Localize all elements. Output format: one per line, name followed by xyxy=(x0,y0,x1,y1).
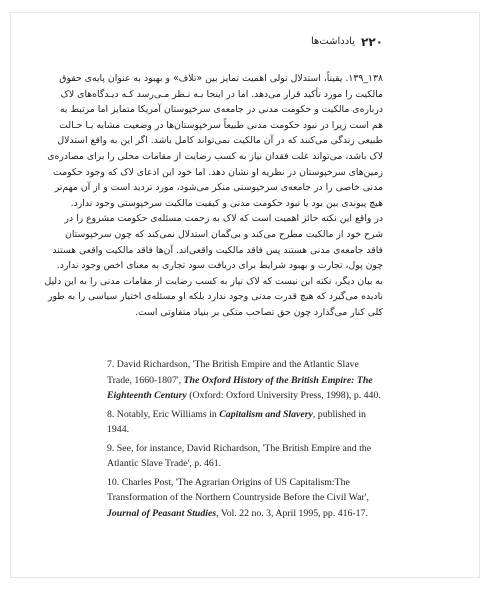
footnote xyxy=(107,357,383,404)
document-page xyxy=(10,12,480,578)
body-line: به بیان دیگر، نکته این نیست که لاک نیاز به کسب رضایت از مقامات مدنی را به این دلیل xyxy=(44,275,383,287)
footnote-text: 9. See, for instance, David Richardson, 'The British Empire and the Atlantic Slave Trade', p. 461. xyxy=(107,442,372,469)
page-header xyxy=(107,35,383,51)
footnote-text: 7. David Richardson, 'The British Empire and the Atlantic Slave Trade, 1660-1807', xyxy=(107,359,359,386)
footnote xyxy=(107,441,383,472)
page-number: ۲۲۰ xyxy=(361,35,383,49)
footnote-title: The Oxford History of the British Empire: The Eighteenth Century xyxy=(107,374,373,401)
body-line: کلی کنار می‌گذارد چون حق تصاحب متکی بر بنیاد متفاوتی است. xyxy=(134,306,383,318)
body-line: مالکیت را مورد تأکید قرار می‌دهد. اما در اینجا بـه نـظر مـی‌رسد کـه دیـدگاه‌های لاک xyxy=(60,88,383,100)
body-line: در واقع این نکته حائز اهمیت است که لاک به زحمت مسئله‌ی حکومت مشروع را در xyxy=(64,213,383,225)
footnote-text: , published in 1944. xyxy=(107,408,366,435)
body-line: زمین‌های سرخپوستان در نظریه او نشان دهد. اما خود این ادعای لاک که وجود حکومت xyxy=(52,166,383,178)
running-head: یادداشت‌ها xyxy=(310,36,355,47)
body-paragraph xyxy=(44,71,383,321)
footnote xyxy=(107,407,383,438)
footnote-text: , Vol. 22 no. 3, April 1995, pp. 416-17. xyxy=(216,507,368,519)
body-line: هیچ پیوندی بین بود یا نبود حکومت مدنی و کیفیت مالکیت سرخپوستی وجود ندارد. xyxy=(70,197,383,209)
body-line: نادیده می‌گیرد که هیچ قدرت مدنی وجود ندارد بلکه او مسئله‌ی اختیار سیاسی را به طور xyxy=(47,291,383,303)
body-line: چون پول، تجارت و بهبود شرایط برای دریافت سود تجاری به معنای اخص وجود ندارد. xyxy=(56,260,383,272)
body-line: مدنی خاصی را در جامعه‌ی سرخپوستی منکر می‌شود، مورد تردید است و از آن مهم‌تر xyxy=(54,182,383,194)
body-line: فاقد جامعه‌ی مدنی هستند پس فاقد مالکیت واقعی‌اند. آن‌ها فاقد مالکیت واقعی هستند xyxy=(52,244,383,256)
body-line: شرح خود از مالکیت مطرح می‌کند و بی‌گمان استدلال نمی‌کند که چون سرخپوستان xyxy=(65,228,383,240)
body-line: هم است زیرا در نبود حکومت مدنی طبیعاً سرخپوستان‌ها در وضعیت مشابه بـا حـالت xyxy=(59,119,383,131)
body-line: ۱۳۸_۱۳۹. یقیناً، استدلال تولی اهمیت تمایز بین «تلاف» و بهبود به عنوان پایه‌ی حقوق xyxy=(59,73,383,84)
footnote-text: 8. Notably, Eric Williams in xyxy=(107,408,220,420)
body-line: درباره‌ی مالکیت و حکومت مدنی در جامعه‌ی سرخپوستان آمریکا متمایز اما مرتبط به xyxy=(59,104,383,116)
footnote-title: Capitalism and Slavery xyxy=(219,408,313,420)
body-line: طبیعی زندگی می‌کنند که در آن مالکیت نمی‌تواند کامل باشد. اگر این به واقع استدلال xyxy=(57,135,383,147)
footnotes xyxy=(107,357,383,524)
footnote-text: (Oxford: Oxford University Press, 1998), p. 440. xyxy=(186,390,381,401)
body-line: لاک باشد، می‌تواند علت فقدان نیاز به کسب رضایت از مقامات محلی را برای مصادره‌ی xyxy=(47,150,383,162)
footnote xyxy=(107,475,383,522)
footnote-title: Journal of Peasant Studies xyxy=(107,507,217,519)
footnote-text: 10. Charles Post, 'The Agrarian Origins of US Capitalism:The Transformation of the Northern Countryside Before the Civil War', xyxy=(107,476,369,503)
